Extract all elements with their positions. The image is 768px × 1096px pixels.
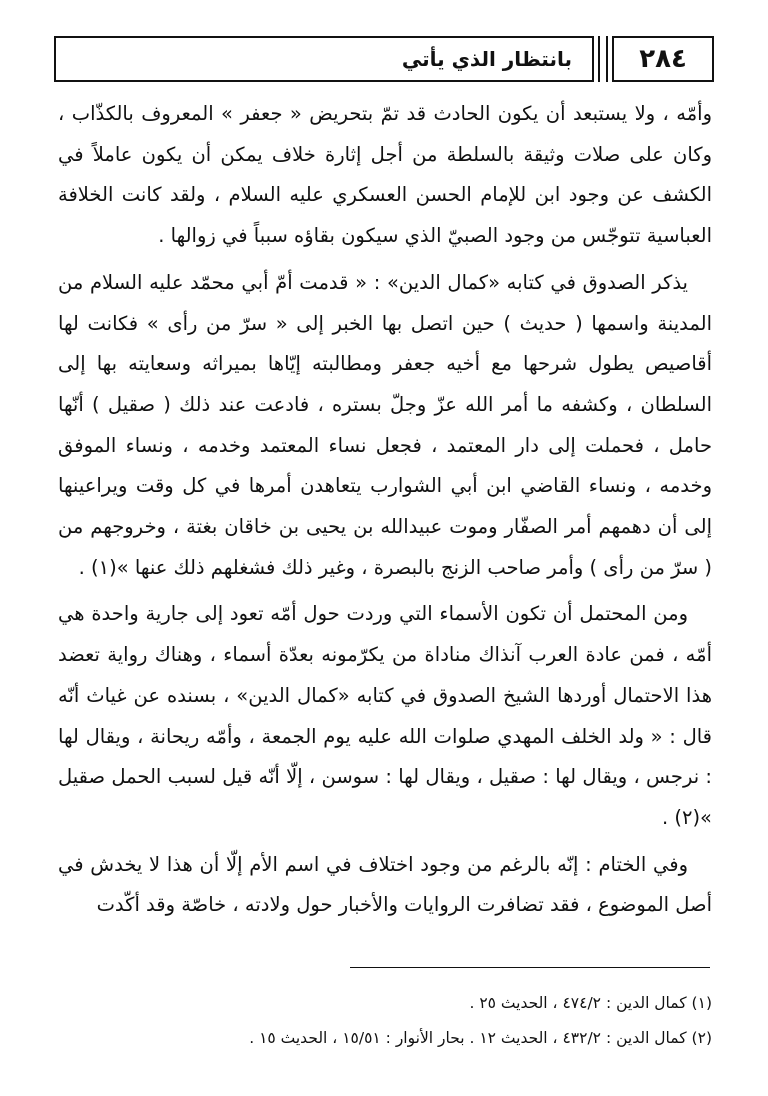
main-text [58,94,712,932]
header-divider [598,36,608,82]
page-header [54,36,714,82]
footnotes [58,986,712,1056]
footnote-2: (٢) كمال الدين : ٤٣٢/٢ ، الحديث ١٢ . بحار الأنوار : ١٥/٥١ ، الحديث ١٥ . [249,1029,712,1047]
footnote-1: (١) كمال الدين : ٤٧٤/٢ ، الحديث ٢٥ . [469,994,712,1012]
running-title: بانتظار الذي يأتي [54,36,594,82]
paragraph-2: يذكر الصدوق في كتابه «كمال الدين» : « قدمت أمّ أبي محمّد عليه السلام من المدينة واسمها ( حديث ) حين اتصل بها الخبر إلى « سرّ من رأى » فكانت لها أقاصيص يطول شرحها مع أخيه جعفر ومطالبته إيّاها بميراثه وسعايته بها إلى السلطان ، وكشفه ما أمر الله عزّ وجلّ بستره ، فادعت عند ذلك ( صقيل ) أنّها حامل ، فحملت إلى دار المعتمد ، فجعل نساء المعتمد وخدمه ، ونساء الموفق وخدمه ، ونساء القاضي ابن أبي الشوارب يتعاهدن أمرها في كل وقت ويراعينها إلى أن دهمهم أمر الصفّار وموت عبيدالله بن يحيى بن خاقان بغتة ، وخروجهم من ( سرّ من رأى ) وأمر صاحب الزنج بالبصرة ، وغير ذلك فشغلهم ذلك عنها »(١) . [58,270,712,579]
paragraph-1: وأمّه ، ولا يستبعد أن يكون الحادث قد تمّ بتحريض « جعفر » المعروف بالكذّاب ، وكان على صلات وثيقة بالسلطة من أجل إثارة خلاف يمكن أن يكون عاملاً في الكشف عن وجود ابن للإمام الحسن العسكري عليه السلام ، ولقد كانت الخلافة العباسية تتوجّس من وجود الصبيّ الذي سيكون بقاؤه سبباً في زوالها . [58,102,712,248]
page-number: ٢٨٤ [612,36,714,82]
paragraph-3: ومن المحتمل أن تكون الأسماء التي وردت حول أمّه تعود إلى جارية واحدة هي أمّه ، فمن عادة العرب آنذاك مناداة من يكرّمونه بعدّة أسماء ، وهناك رواية تعضد هذا الاحتمال أوردها الشيخ الصدوق في كتابه «كمال الدين» ، بسنده عن غياث أنّه قال : « ولد الخلف المهدي صلوات الله عليه يوم الجمعة ، وأمّه ريحانة ، ويقال لها : نرجس ، ويقال لها : صقيل ، ويقال لها : سوسن ، إلّا أنّه قيل لسبب الحمل صقيل »(٢) . [58,602,712,829]
paragraph-4: وفي الختام : إنّه بالرغم من وجود اختلاف في اسم الأم إلّا أن هذا لا يخدش في أصل الموضوع ، فقد تضافرت الروايات والأخبار حول ولادته ، خاصّة وقد أكّدت [58,852,712,917]
footnote-separator [350,967,710,968]
